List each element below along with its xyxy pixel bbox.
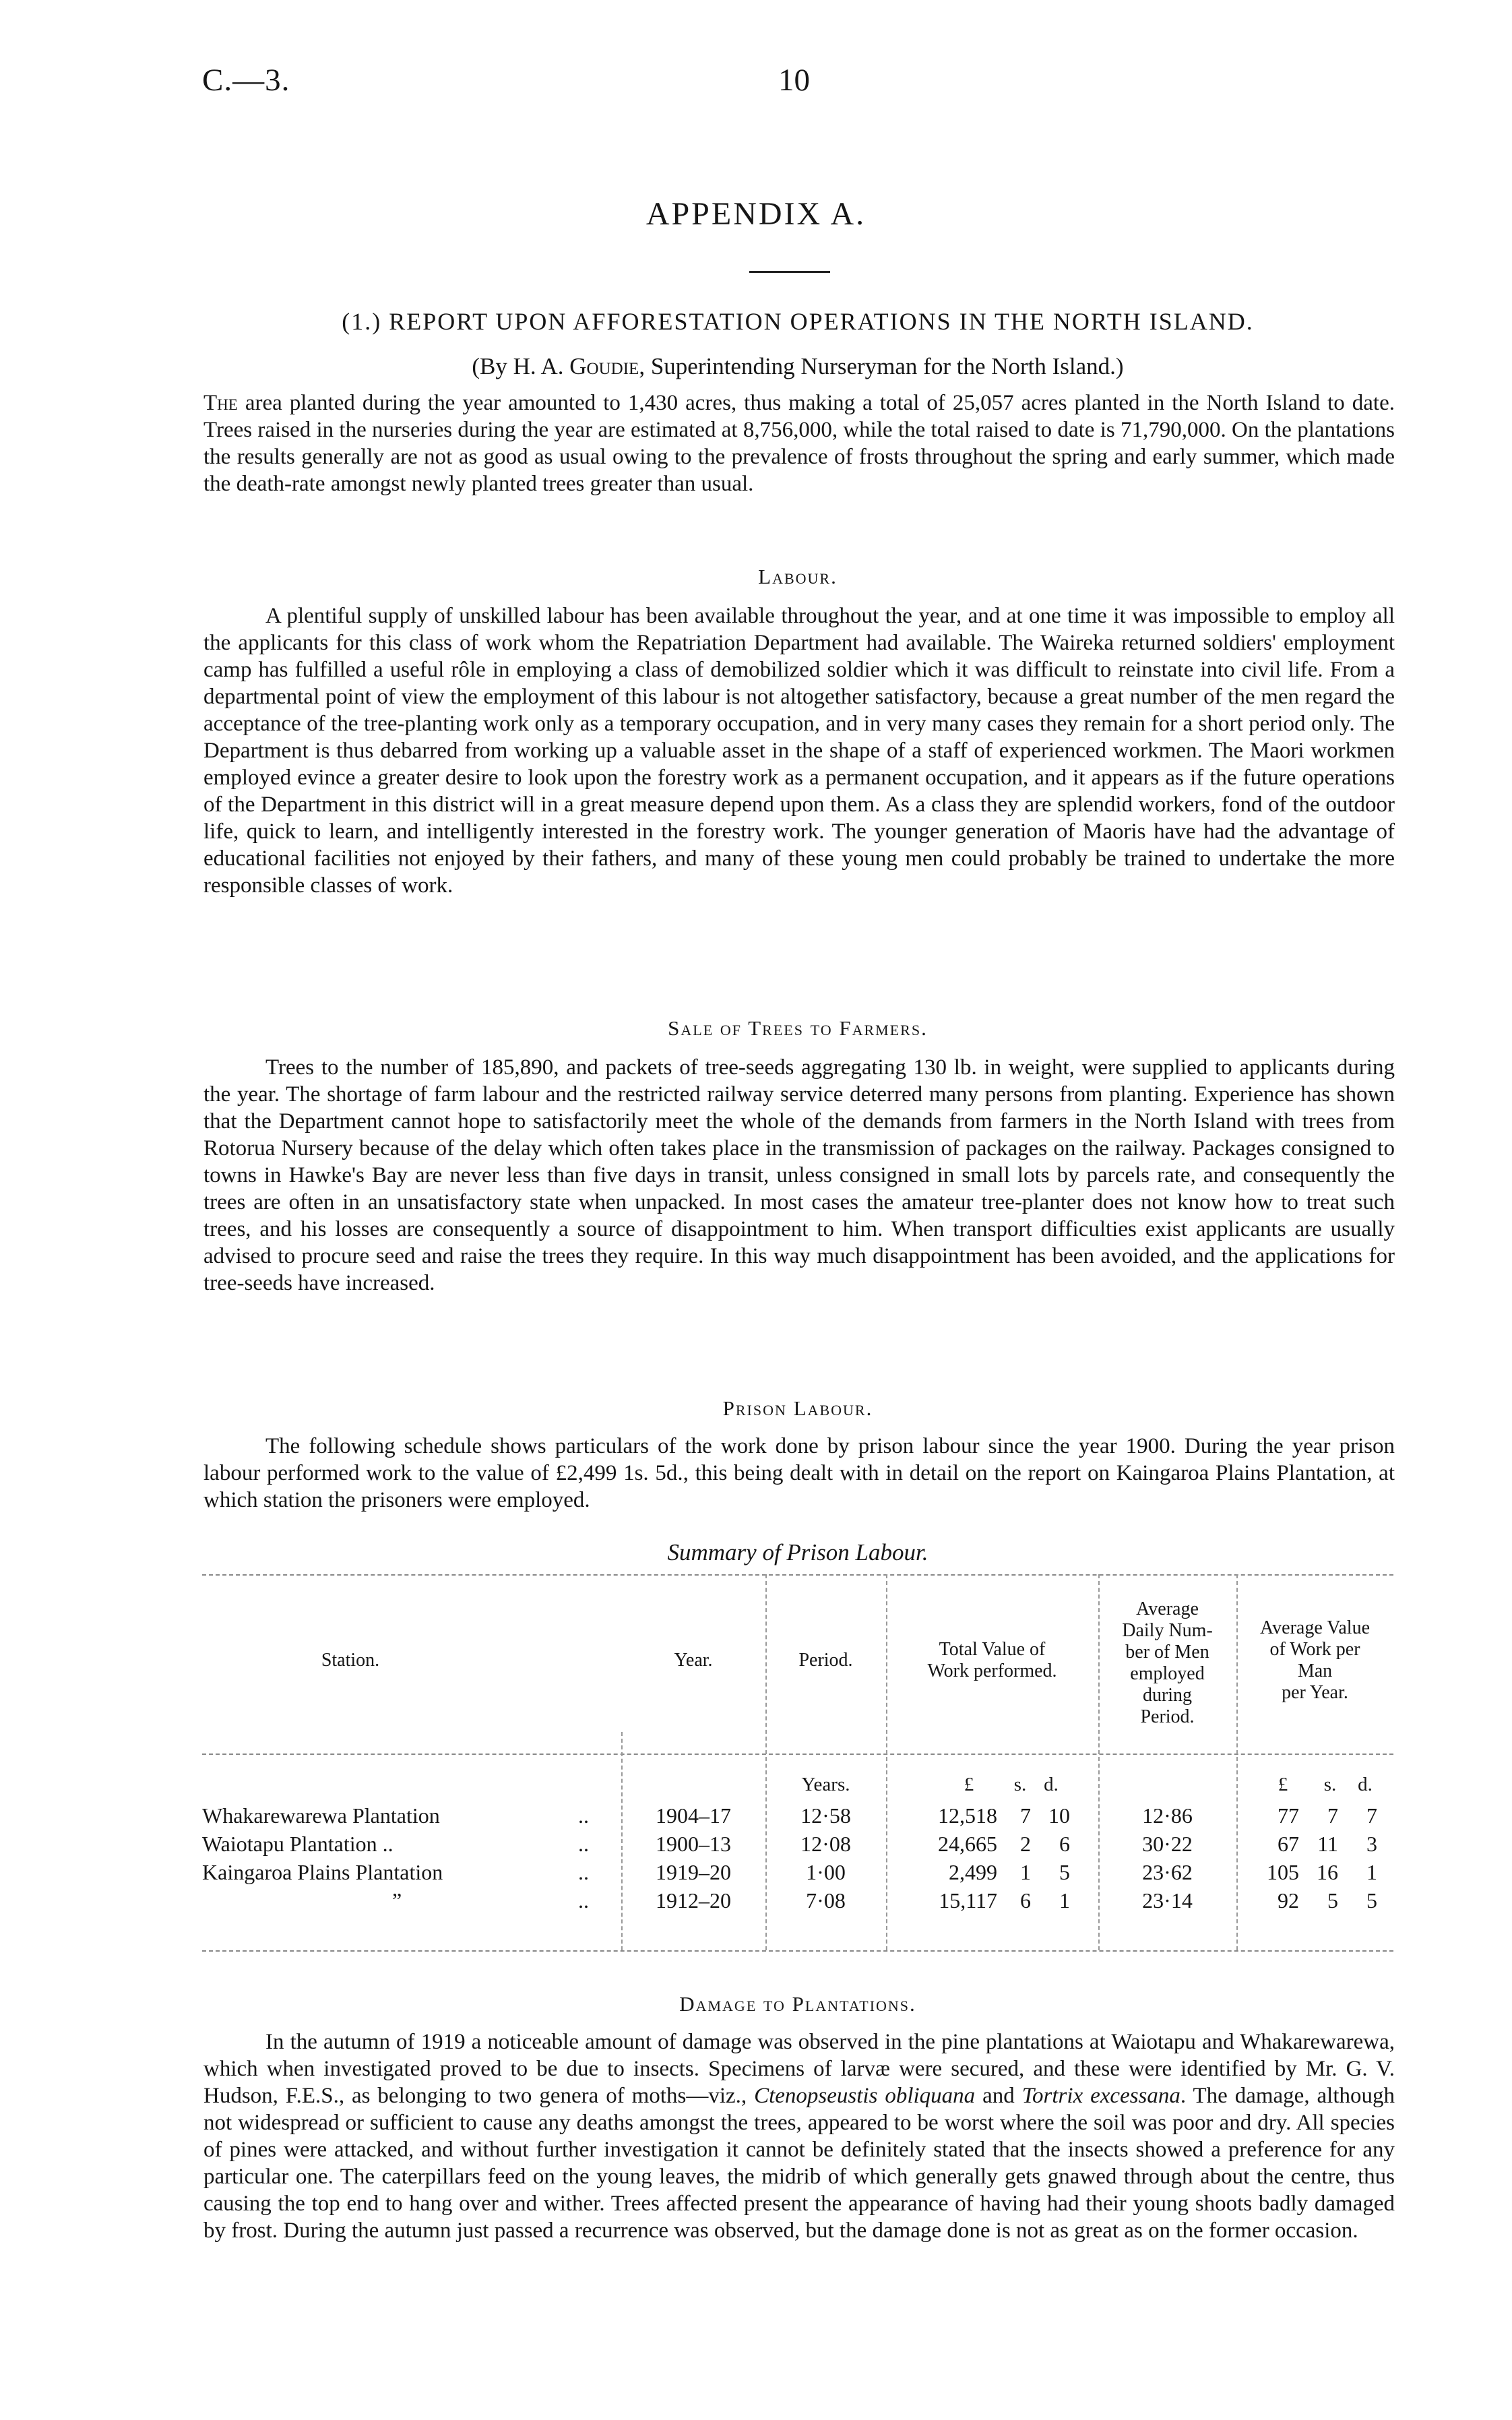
- sale-text: Trees to the number of 185,890, and packets of tree-seeds aggregating 130 lb. in weight, were supplied to applicants during the year. The shortage of farm labour and the restricted railway service deterred many persons from planting. Experience has shown that the Department cannot hope to satisfactorily meet the whole of the demands from farmers in the North Island with trees from Rotorua Nursery because of the delay which often takes place in the transmission of packages on the railway. Packages consigned to towns in Hawke's Bay are never less than five days in transit, unless consigned in small lots by parcels rate, and consequently the trees are often in an unsatisfactory state when unpacked. In most cases the amateur tree-planter does not know how to treat such trees, and his losses are consequently a source of disappointment to him. When transport difficulties exist applicants are usually advised to procure seed and raise the trees they require. In this way much disappointment has been avoided, and the applications for tree-seeds have increased.: [203, 1055, 1395, 1295]
- cell-total-shillings: 6: [1020, 1888, 1031, 1913]
- cell-avg-men: 23·14: [1142, 1888, 1193, 1913]
- cell-total-pence: 6: [1059, 1832, 1070, 1856]
- cell-total-pence: 1: [1059, 1888, 1070, 1913]
- species-name-2: Tortrix excessana: [1021, 2084, 1180, 2108]
- byline-author: Goudie: [569, 353, 639, 379]
- cell-year: 1900–13: [656, 1832, 731, 1856]
- table-bottom-rule: [202, 1950, 1393, 1952]
- cell-period: 12·08: [800, 1832, 851, 1856]
- report-byline: [202, 353, 1393, 380]
- cell-avg-pounds: 105: [1267, 1860, 1299, 1884]
- cell-avg-men: 30·22: [1142, 1832, 1193, 1856]
- unit-avg-pence: d.: [1358, 1774, 1373, 1795]
- heading-damage-to-plantations: Damage to Plantations.: [679, 1992, 916, 2016]
- cell-period: 1·00: [806, 1860, 846, 1884]
- cell-avg-pounds: 77: [1278, 1803, 1299, 1828]
- cell-dots: ..: [578, 1803, 589, 1828]
- cell-station: Waiotapu Plantation ..: [202, 1832, 393, 1856]
- intro-paragraph: [203, 390, 1395, 497]
- byline-suffix: , Superintending Nurseryman for the North Island.): [639, 353, 1124, 379]
- cell-period: 12·58: [800, 1803, 851, 1828]
- labour-paragraph: [203, 602, 1395, 899]
- cell-avg-men: 23·62: [1142, 1860, 1193, 1884]
- cell-dots: ..: [578, 1860, 589, 1884]
- unit-years: Years.: [801, 1774, 850, 1795]
- header-total-value: Total Value of Work performed.: [927, 1639, 1057, 1681]
- report-title: (1.) REPORT UPON AFFORESTATION OPERATIONS IN THE NORTH ISLAND.: [342, 308, 1254, 335]
- cell-total-pounds: 12,518: [938, 1803, 997, 1828]
- header-average-men: Average Daily Num- ber of Men employed during Period.: [1122, 1599, 1213, 1727]
- cell-avg-pence: 7: [1366, 1803, 1377, 1828]
- cell-total-pounds: 24,665: [938, 1832, 997, 1856]
- cell-station: ”: [392, 1888, 402, 1913]
- table-top-rule: [202, 1574, 1393, 1576]
- intro-text: area planted during the year amounted to 1,430 acres, thus making a total of 25,057 acres planted in the North Island to date. Trees raised in the nurseries during the year are estimated at 8,756,000, while the total raised to date is 71,790,000. On the plantations the results generally are not as good as usual owing to the prevalence of frosts throughout the spring and early summer, which made the death-rate amongst newly planted trees greater than usual.: [203, 391, 1395, 496]
- page-header: [202, 62, 1415, 109]
- cell-avg-pence: 3: [1366, 1832, 1377, 1856]
- cell-avg-shillings: 16: [1317, 1860, 1338, 1884]
- cell-total-pence: 10: [1048, 1803, 1070, 1828]
- damage-text-part-2: and: [975, 2084, 1022, 2108]
- cell-year: 1904–17: [656, 1803, 731, 1828]
- unit-avg-shillings: s.: [1323, 1774, 1337, 1795]
- prison-labour-table: [202, 1574, 1393, 1952]
- cell-avg-pence: 5: [1366, 1888, 1377, 1913]
- cell-total-shillings: 1: [1020, 1860, 1031, 1884]
- sale-paragraph: [203, 1054, 1395, 1297]
- appendix-title: APPENDIX A.: [645, 196, 867, 232]
- cell-period: 7·08: [806, 1888, 846, 1913]
- prison-paragraph: [203, 1433, 1395, 1514]
- cell-station: Whakarewarewa Plantation: [202, 1803, 440, 1828]
- species-name-1: Ctenopseustis obliquana: [754, 2084, 976, 2108]
- prison-text: The following schedule shows particulars of the work done by prison labour since the year 1900. During the year prison labour performed work to the value of £2,499 1s. 5d., this being dealt with in detail on the report on Kaingaroa Plains Plantation, at which station the prisoners were employed.: [203, 1434, 1395, 1512]
- document-reference: C.—3.: [202, 63, 290, 98]
- cell-total-pence: 5: [1059, 1860, 1070, 1884]
- cell-dots: ..: [578, 1888, 589, 1913]
- cell-year: 1919–20: [656, 1860, 731, 1884]
- heading-sale-of-trees: Sale of Trees to Farmers.: [668, 1016, 928, 1040]
- byline-prefix: (By H. A.: [472, 353, 570, 379]
- labour-text: A plentiful supply of unskilled labour has been available throughout the year, and at one time it was impossible to employ all the applicants for this class of work whom the Repatriation Department had available. The Waireka returned soldiers' employment camp has fulfilled a useful rôle in employing a class of demobilized soldier which it was difficult to reinstate into civil life. From a departmental point of view the employment of this labour is not altogether satisfactory, because a great number of the men regard the acceptance of the tree-planting work only as a temporary occupation, and in very many cases they remain for a short period only. The Department is thus debarred from working up a valuable asset in the shape of a staff of experienced workmen. The Maori workmen employed evince a greater desire to look upon the forestry work as a permanent occupation, and it appears as if the future operations of the Department in this district will in a great measure depend upon them. As a class they are splendid workers, fond of the outdoor life, quick to learn, and intelligently interested in the forestry work. The younger generation of Maoris have had the advantage of educational facilities not enjoyed by their fathers, and many of these young men could probably be trained to undertake the more responsible classes of work.: [203, 604, 1395, 898]
- unit-pounds: £: [964, 1774, 974, 1795]
- unit-avg-pounds: £: [1278, 1774, 1288, 1795]
- intro-lead-word: The: [203, 391, 238, 415]
- cell-total-pounds: 2,499: [949, 1860, 997, 1884]
- damage-paragraph: [203, 2028, 1395, 2244]
- cell-avg-pence: 1: [1366, 1860, 1377, 1884]
- title-divider: [749, 271, 830, 273]
- table-header-rule: [202, 1754, 1393, 1755]
- header-average-value: Average Value of Work per Man per Year.: [1260, 1617, 1370, 1703]
- damage-text-part-3: . The damage, although not widespread or sufficient to cause any deaths amongst the trees, appeared to be worst where the soil was poor and dry. All species of pines were attacked, and without further investigation it cannot be definitely stated that the insects showed a preference for any particular one. The caterpillars feed on the young leaves, the midrib of which generally gets gnawed through about the centre, thus causing the top end to hang over and wither. Trees affected present the appearance of having had their young shoots badly damaged by frost. During the autumn just passed a recurrence was observed, but the damage done is not as great as on the former occasion.: [203, 2084, 1395, 2243]
- cell-year: 1912–20: [656, 1888, 731, 1913]
- cell-avg-men: 12·86: [1142, 1803, 1193, 1828]
- cell-avg-pounds: 67: [1278, 1832, 1299, 1856]
- unit-shillings: s.: [1013, 1774, 1027, 1795]
- cell-total-shillings: 7: [1020, 1803, 1031, 1828]
- cell-dots: ..: [578, 1832, 589, 1856]
- heading-prison-labour: Prison Labour.: [722, 1396, 873, 1420]
- cell-avg-shillings: 5: [1327, 1888, 1338, 1913]
- heading-labour: Labour.: [758, 565, 838, 588]
- cell-station: Kaingaroa Plains Plantation: [202, 1860, 443, 1884]
- cell-avg-shillings: 11: [1317, 1832, 1338, 1856]
- header-station: Station.: [321, 1650, 380, 1671]
- page-number: 10: [778, 63, 810, 98]
- col-divider: [886, 1574, 887, 1950]
- header-year: Year.: [674, 1650, 713, 1671]
- cell-avg-pounds: 92: [1278, 1888, 1299, 1913]
- cell-total-shillings: 2: [1020, 1832, 1031, 1856]
- cell-total-pounds: 15,117: [939, 1888, 997, 1913]
- unit-pence: d.: [1044, 1774, 1059, 1795]
- header-period: Period.: [798, 1650, 853, 1671]
- cell-avg-shillings: 7: [1327, 1803, 1338, 1828]
- table-caption: Summary of Prison Labour.: [667, 1539, 928, 1565]
- damage-text-part-1: In the autumn of 1919 a noticeable amount of damage was observed in the pine plantations at Waiotapu and Whakarewarewa, which when investigated proved to be due to insects. Specimens of larvæ were secured, and these were identified by Mr. G. V. Hudson, F.E.S., as belonging to two genera of moths—viz.,: [203, 2030, 1395, 2108]
